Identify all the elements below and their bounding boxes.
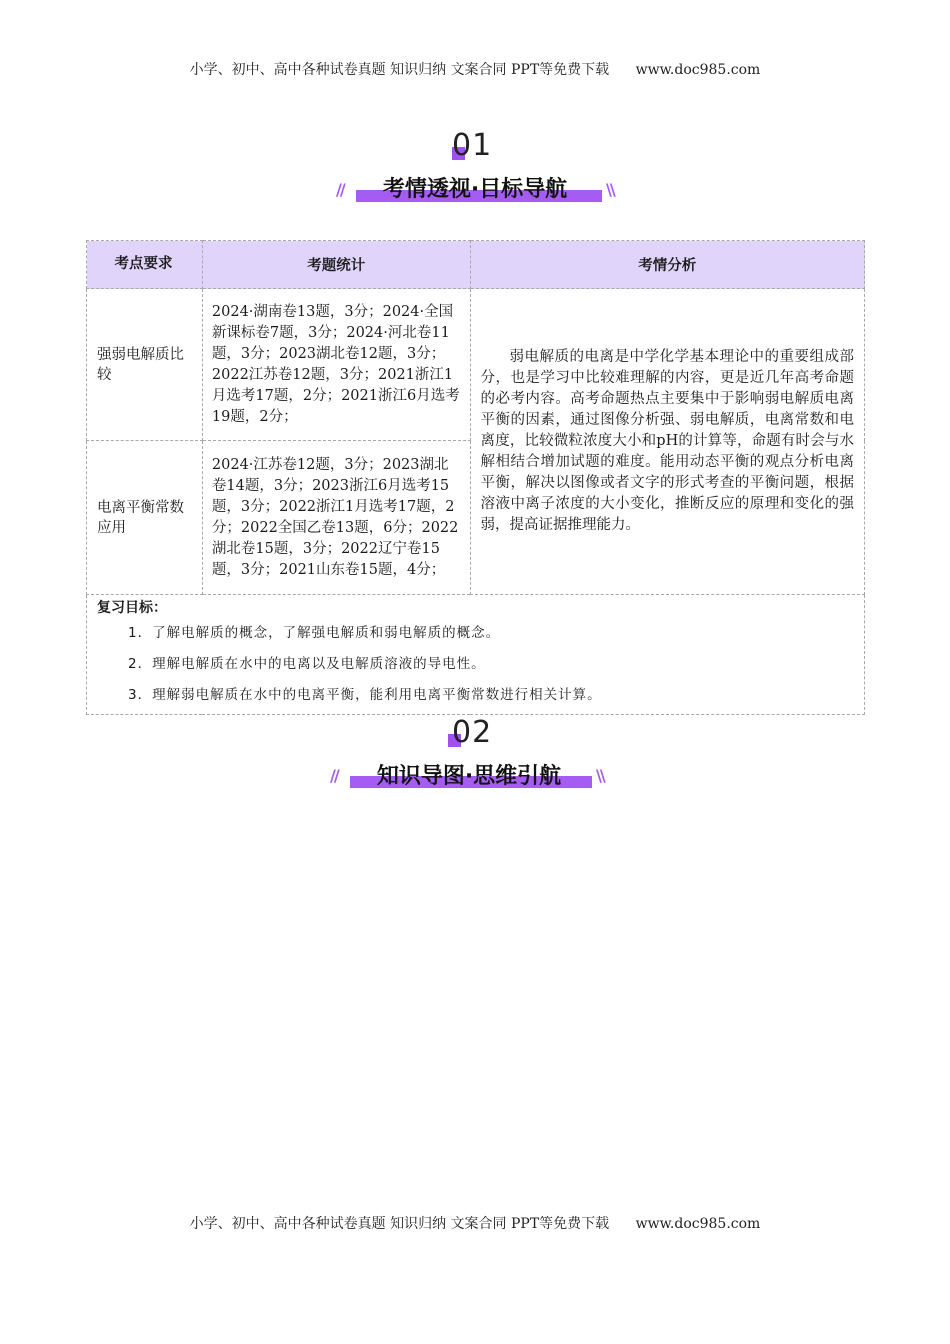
category-cell: 强弱电解质比较 — [87, 289, 203, 441]
footer-site[interactable]: www.doc985.com — [635, 1216, 761, 1232]
stats-cell: 2024·湖南卷13题，3分；2024·全国新课标卷7题，3分；2024·河北卷11题，3分；2023湖北卷12题，3分；2022江苏卷12题，3分；2021浙江1月选考17题，2分；2021浙江6月选考19题，2分； — [202, 289, 470, 441]
goal-item: 3．理解弱电解质在水中的电离平衡，能利用电离平衡常数进行相关计算。 — [128, 687, 602, 703]
goals-row — [87, 595, 865, 715]
page-header — [0, 59, 950, 79]
section-title: 考情透视·目标导航 — [382, 177, 568, 202]
goal-item: 1．了解电解质的概念，了解强电解质和弱电解质的概念。 — [128, 625, 501, 641]
category-cell: 电离平衡常数应用 — [87, 441, 203, 595]
goals-title: 复习目标： — [97, 600, 167, 616]
section-1-heading — [0, 128, 950, 208]
header-text: 小学、初中、高中各种试卷真题 知识归纳 文案合同 PPT等免费下载 — [189, 62, 610, 78]
right-slash-icon: \\ — [596, 766, 604, 785]
goals-cell — [87, 595, 865, 715]
section-title: 知识导图·思维引航 — [376, 764, 562, 789]
table-row — [87, 289, 865, 441]
goal-item: 2．理解电解质在水中的电离以及电解质溶液的导电性。 — [128, 656, 486, 672]
section-number: 02 — [452, 715, 493, 750]
section-number: 01 — [452, 128, 493, 163]
footer-text: 小学、初中、高中各种试卷真题 知识归纳 文案合同 PPT等免费下载 — [189, 1216, 610, 1232]
exam-analysis-table — [86, 240, 865, 715]
left-slash-icon: // — [336, 180, 344, 199]
page-footer — [0, 1213, 950, 1233]
table-header-row — [87, 241, 865, 289]
stats-cell: 2024·江苏卷12题，3分；2023湖北卷14题，3分；2023浙江6月选考15题，3分；2022浙江1月选考17题，2分；2022全国乙卷13题，6分；2022湖北卷15题，3分；2022辽宁卷15题，3分；2021山东卷15题，4分； — [202, 441, 470, 595]
section-2-heading — [0, 714, 950, 794]
header-cell: 考点要求 — [87, 241, 203, 289]
right-slash-icon: \\ — [606, 180, 614, 199]
analysis-cell: 弱电解质的电离是中学化学基本理论中的重要组成部分，也是学习中比较难理解的内容，更是近几年高考命题的必考内容。高考命题热点主要集中于影响弱电解质电离平衡的因素，通过图像分析强、弱电解质，电离常数和电离度，比较微粒浓度大小和pH的计算等，命题有时会与水解相结合增加试题的难度。能用动态平衡的观点分析电离平衡，解决以图像或者文字的形式考查的平衡问题，根据溶液中离子浓度的大小变化，推断反应的原理和变化的强弱，提高证据推理能力。 — [470, 289, 864, 595]
left-slash-icon: // — [330, 766, 338, 785]
header-site[interactable]: www.doc985.com — [635, 62, 761, 78]
header-cell: 考情分析 — [470, 241, 864, 289]
header-cell: 考题统计 — [202, 241, 470, 289]
